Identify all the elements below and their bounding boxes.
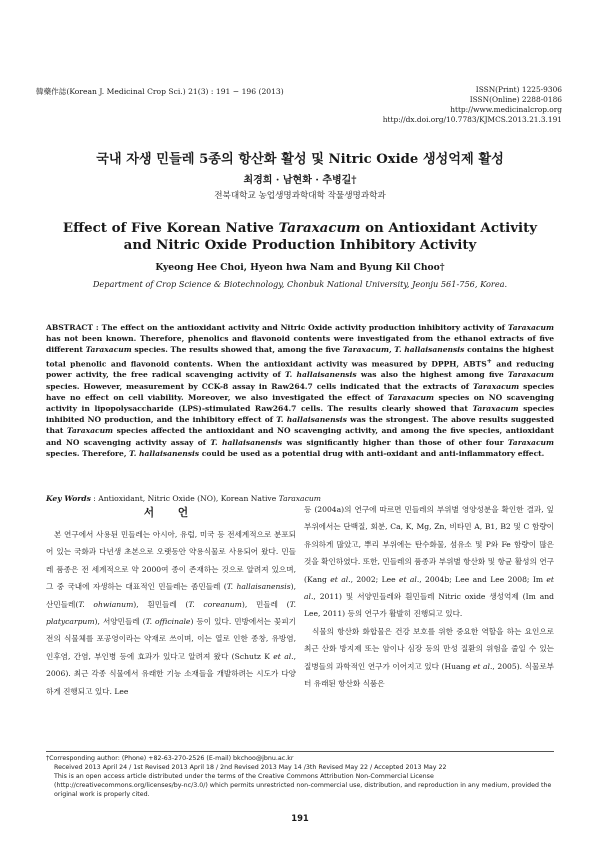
abstract-taxon: Taraxacum <box>472 403 519 413</box>
received-dates: Received 2013 April 24 / 1st Revised 2013 April 18 / 2nd Revised 2013 May 14 /3th Revised May 22 / Accepted 2013 May 22 <box>54 764 447 772</box>
body-text: , 2006). 최근 각종 식물에서 유래한 기능 소재들을 개발하려는 시도가 다양하게 진행되고 있다. Lee <box>46 651 296 696</box>
english-affiliation: Department of Crop Science & Biotechnology, Chonbuk National University, Jeonju 561-756, Korea. <box>92 279 508 289</box>
abstract-taxon: T. hallaisanensis <box>285 370 357 380</box>
abstract-taxon: Taraxacum <box>507 370 554 380</box>
body-text: ), 흰민들레 ( <box>133 599 189 609</box>
body-text: 등 (2004a)의 연구에 따르면 민들레의 부위별 영양성분을 확인한 결과, 잎 부위에서는 단백질, 회분, Ca, K, Mg, Zn, 비타민 A, B1, B2 및 C 함량이 유의하게 많았고, 뿌리 부위에는 탄수화물, 섬유소 및 P와 Fe 함량이 많은 것을 확인하였다. 또한, 민들레의 품종과 부위별 항산화 및 항균 활성의 연구 (Kang <box>304 505 554 584</box>
body-text: ) 등이 있다. 민방에서는 꽃피기 전의 식물체를 포공영이라는 약재로 쓰이며, 이는 열로 인한 종창, 유방염, 인후염, 간염, 부인병 등에 효과가 있다고 알려져 왔다 (Schutz K <box>46 617 296 661</box>
abstract-taxon: T. hallaisanensis <box>276 415 347 425</box>
body-citation-etal: et al. <box>273 651 294 661</box>
body-text: ), 민들레 ( <box>241 599 290 609</box>
footnote-divider <box>46 751 554 752</box>
korean-affiliation: 전북대학교 농업생명과학대학 작물생명과학과 <box>214 191 386 201</box>
journal-citation: 韓藥作誌(Korean J. Medicinal Crop Sci.) 21(3) : 191 − 196 (2013) <box>36 87 284 96</box>
body-paragraph <box>46 526 296 700</box>
abstract-taxon: Taraxacum <box>507 323 554 332</box>
footnotes <box>46 754 554 799</box>
english-authors: Kyeong Hee Choi, Hyeon hwa Nam and Byung Kil Choo† <box>155 262 445 273</box>
english-title-genus: Taraxacum <box>278 220 361 236</box>
abstract-text: was the strongest. The above results suggested that <box>46 415 554 436</box>
doi-link[interactable]: http://dx.doi.org/10.7783/KJMCS.2013.21.3.191 <box>382 115 562 124</box>
issn-online: ISSN(Online) 2288-0186 <box>469 95 562 104</box>
abstract-text: ABSTRACT : The effect on the antioxidant activity and Nitric Oxide activity production inhibitory activity of <box>46 323 508 332</box>
abstract-text: species affected the antioxidant and NO scavenging activity, and among the five species, antioxidant and NO scavenging activity assay of <box>46 426 554 447</box>
body-text: , 2004b; Lee and Lee 2008; Im <box>419 574 547 584</box>
abstract-text: species have no effect on cell viability. Moreover, we also investigated the effect of <box>46 381 554 402</box>
abstract-text: species. Therefore, <box>46 448 130 458</box>
body-text: , 2002; Lee <box>350 574 399 584</box>
abstract <box>46 322 554 459</box>
body-citation-etal: et al. <box>399 574 420 584</box>
abstract-text: species inhibited NO production, and the inhibitory effect of <box>46 403 555 425</box>
issn-block <box>383 85 562 125</box>
journal-url[interactable]: http://www.medicinalcrop.org <box>450 105 562 114</box>
body-paragraph <box>304 501 554 623</box>
body-citation-etal: et al. <box>330 574 351 584</box>
body-text: ), 산민들레( <box>46 582 296 609</box>
abstract-taxon: T. hallaisanensis <box>210 437 283 447</box>
body-taxon: T. coreanum <box>188 599 242 609</box>
korean-authors: 최경희 · 남현화 · 추병길† <box>243 175 357 186</box>
abstract-taxon: Taraxacum <box>507 437 555 447</box>
corresponding-author: †Corresponding author: (Phone) +82-63-270-2526 (E-mail) bkchoo@jbnu.ac.kr <box>46 755 294 762</box>
body-citation-etal: et al. <box>304 574 554 602</box>
abstract-text: has not been known. Therefore, phenolics and flavonoid contents were investigated from the ethanol extracts of five different <box>46 334 554 355</box>
abstract-superscript: + <box>486 357 492 365</box>
section-title: 서 언 <box>143 507 199 519</box>
english-title-part: Effect of Five Korean Native <box>62 220 279 236</box>
page-number: 191 <box>291 813 309 823</box>
abstract-text: and reducing power activity, the free radical scavenging activity of <box>46 359 554 380</box>
body-text: , 2005). 식물로부터 유래된 항산화 식품은 <box>304 661 554 689</box>
abstract-taxon: Taraxacum <box>387 392 434 402</box>
abstract-taxon: Taraxacum <box>473 381 520 391</box>
abstract-text: could be used as a potential drug with anti-oxidant and anti-inflammatory effect. <box>199 448 545 458</box>
keywords-text: : Antioxidant, Nitric Oxide (NO), Korean Native <box>90 494 279 503</box>
body-citation-etal: et al. <box>472 661 493 671</box>
abstract-taxon: T. hallaisanensis <box>129 448 200 458</box>
abstract-text: contains the highest total phenolic and flavonoid contents. When the antioxidant activity was measured by DPPH, ABTS <box>46 345 555 369</box>
abstract-taxon: Taraxacum, T. hallaisanensis <box>342 345 465 355</box>
license-notice: This is an open access article distributed under the terms of the Creative Commons Attribution Non-Commercial License (http://creativecommons.org/licenses/by-nc/3.0/) which permits unrestricted non-commercial use, distribution, and reproduction in any medium, provided the original work is properly cited. <box>54 773 552 799</box>
abstract-text: was also the highest among five <box>356 370 508 380</box>
abstract-text: species. However, measurement by CCK-8 assay in Raw264.7 cells indicated that the extracts of <box>46 381 474 391</box>
english-title-line2: and Nitric Oxide Production Inhibitory Activity <box>123 237 477 253</box>
abstract-text: species on NO scavenging activity in lipopolysaccharide (LPS)-stimulated Raw264.7 cells. The results clearly showed that <box>46 392 554 413</box>
body-taxon: T. ohwianum <box>78 599 134 609</box>
body-column-right <box>304 501 554 692</box>
keywords-taxon: Taraxacum <box>278 494 321 503</box>
abstract-taxon: Taraxacum <box>66 426 114 436</box>
abstract-text: species. The results showed that, among the five <box>131 345 343 355</box>
english-title-part: on Antioxidant Activity <box>360 220 538 236</box>
body-taxon: T. platycarpum <box>46 599 296 627</box>
body-text: 본 연구에서 사용된 민들레는 아시아, 유럽, 미국 등 전세계적으로 분포되어 있는 국화과 다년생 초본으로 오랫동안 약용식물로 사용되어 왔다. 민들레 품종은 전 세계적으로 약 2000여 종이 존재하는 것으로 알려져 있으며, 그 중 국내에 자생하는 대표적인 민들레는 좀민들레 ( <box>46 530 296 592</box>
body-text: ), 서양민들레 ( <box>94 617 146 627</box>
abstract-text: was significantly higher than those of other four <box>282 437 508 447</box>
body-text: 식물의 항산화 화합물은 건강 보호를 위한 중요한 역할을 하는 요인으로 최근 산화 방지제 또는 암이나 심장 등의 만성 질환의 위험을 줄일 수 있는 질병들의 과학적인 연구가 이어지고 있다 (Huang <box>304 626 554 671</box>
keywords-label: Key Words <box>46 494 91 503</box>
body-text: , 2011) 및 서양민들레와 흰민들레 Nitric oxide 생성억제 (Im and Lee, 2011) 등의 연구가 활발히 진행되고 있다. <box>304 592 554 619</box>
body-taxon: T. hallaisanensis <box>226 582 291 592</box>
issn-print: ISSN(Print) 1225-9306 <box>475 85 562 94</box>
body-paragraph <box>304 623 554 693</box>
body-column-left <box>46 500 296 700</box>
korean-title: 국내 자생 민들레 5종의 항산화 활성 및 Nitric Oxide 생성억제 활성 <box>96 152 504 167</box>
english-title <box>0 220 600 254</box>
body-taxon: T. officinale <box>145 617 191 627</box>
abstract-taxon: Taraxacum <box>85 345 132 355</box>
